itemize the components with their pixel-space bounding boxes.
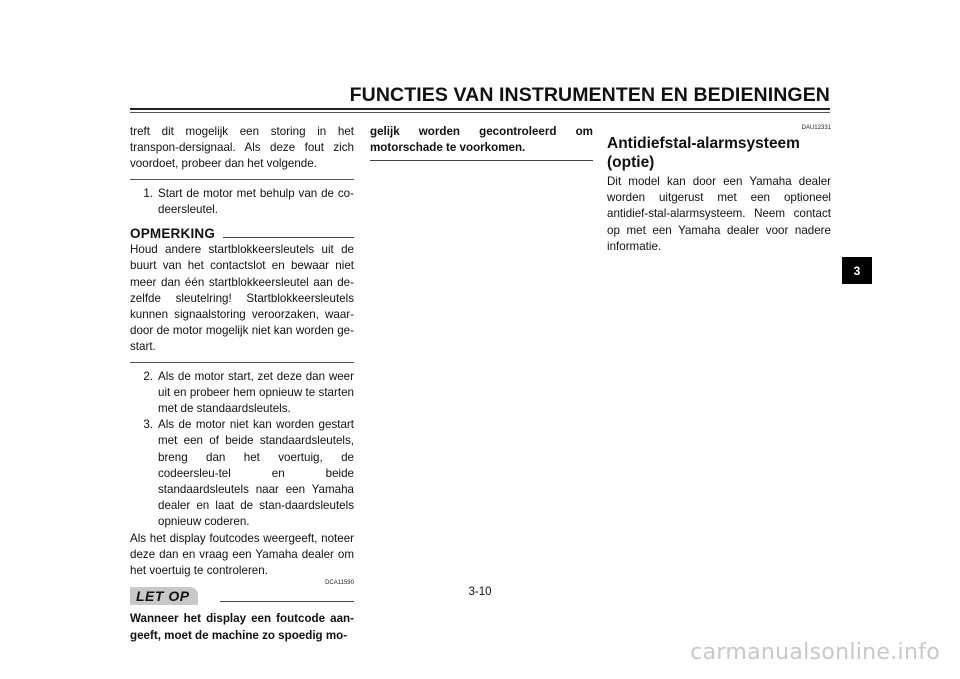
section-code: DAU12331 xyxy=(801,125,831,131)
column-middle xyxy=(370,124,593,161)
step-number: 2. xyxy=(143,369,153,383)
divider xyxy=(130,179,354,180)
caution-text: Wanneer het display een foutcode aan-geeft, moet de machine zo spoedig mo- xyxy=(130,612,354,642)
caution-badge: LET OP xyxy=(130,587,198,605)
note-heading xyxy=(130,226,354,242)
step-text: Als de motor niet kan worden gestart met een of beide standaardsleutels, breng dan het voertuig, de codeersleu-tel en beide standaardsleutels naar een Yamaha dealer en laat de stan-daardsleutels opnieuw coderen. xyxy=(158,418,354,529)
page-number: 3-10 xyxy=(468,586,492,598)
step-number: 1. xyxy=(143,186,153,200)
step-1 xyxy=(130,186,354,218)
step-3 xyxy=(130,417,354,530)
column-right xyxy=(607,124,831,255)
divider xyxy=(130,362,354,363)
caution-end-rule xyxy=(370,160,593,161)
step-text: Start de motor met behulp van de co-deersleutel. xyxy=(158,186,354,216)
note-paragraph: Houd andere startblokkeersleutels uit de buurt van het contactslot en bewaar niet meer dan één startblokkeersleutel aan de-zelfde sleutelring! Startblokkeersleutels kunnen signaalstoring veroorzaken, waar-door de motor mogelijk niet kan worden ge-start. xyxy=(130,243,354,354)
header-rule xyxy=(130,108,830,110)
caution-text-continued: gelijk worden gecontroleerd om motorschade te voorkomen. xyxy=(370,125,593,155)
note-heading-rule xyxy=(223,237,354,238)
step-2 xyxy=(130,369,354,418)
header-rule-thin xyxy=(130,112,830,113)
section-title: Antidiefstal-alarmsysteem (optie) xyxy=(607,135,800,171)
note-label: OPMERKING xyxy=(130,226,216,242)
page-header-title: FUNCTIES VAN INSTRUMENTEN EN BEDIENINGEN xyxy=(349,84,830,106)
intro-paragraph: treft dit mogelijk een storing in het transpon-dersignaal. Als deze fout zich voordoet, probeer dan het volgende. xyxy=(130,125,354,171)
caution-heading xyxy=(130,587,354,605)
display-paragraph: Als het display foutcodes weergeeft, noteer deze dan en vraag een Yamaha dealer om het voertuig te controleren. xyxy=(130,531,354,578)
step-text: Als de motor start, zet deze dan weer uit en probeer hem opnieuw te starten met de standaardsleutels. xyxy=(158,369,354,416)
step-number: 3. xyxy=(143,418,153,432)
section-body: Dit model kan door een Yamaha dealer worden uitgerust met een optioneel antidief-stal-alarmsysteem. Neem contact op met een Yamaha dealer voor nadere informatie. xyxy=(607,175,831,253)
caution-heading-rule xyxy=(220,601,354,602)
caution-code: DCA11590 xyxy=(325,580,354,587)
watermark: carmanualsonline.info xyxy=(690,640,940,665)
chapter-tab: 3 xyxy=(842,257,872,284)
column-left xyxy=(130,124,354,644)
